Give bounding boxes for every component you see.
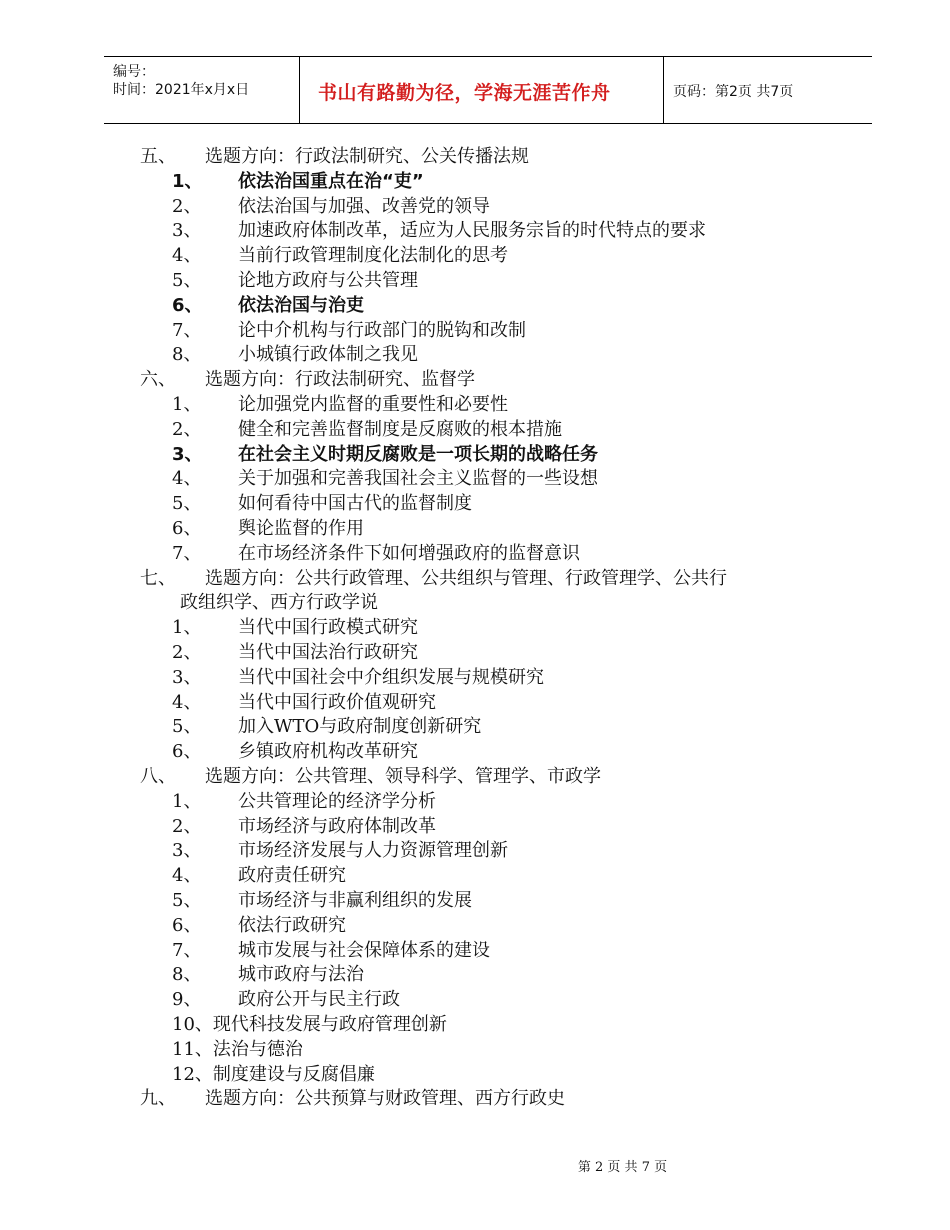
list-item-number: 7、 xyxy=(172,319,202,341)
list-item-number: 7、 xyxy=(172,939,202,961)
list-item-number: 5、 xyxy=(172,890,202,911)
list-item xyxy=(0,269,950,293)
list-item xyxy=(0,319,950,343)
list-item xyxy=(0,492,950,516)
list-item-text: 当代中国行政模式研究 xyxy=(238,617,418,639)
header-page-cell xyxy=(664,57,872,123)
list-item-text: 政府公开与民主行政 xyxy=(238,989,400,1011)
list-item-number: 6、 xyxy=(172,741,202,763)
list-item-text: 12、制度建设与反腐倡廉 xyxy=(172,1063,375,1085)
list-item-number: 2、 xyxy=(172,195,202,217)
section-title: 选题方向：公共行政管理、公共组织与管理、行政管理学、公共行 xyxy=(205,567,727,589)
list-item-text: 在市场经济条件下如何增强政府的监督意识 xyxy=(238,542,580,564)
section-title: 选题方向：公共管理、领导科学、管理学、市政学 xyxy=(205,766,601,787)
list-item-number: 3、 xyxy=(172,840,202,862)
list-item xyxy=(0,914,950,938)
header-motto: 书山有路勤为径，学海无涯苦作舟 xyxy=(318,82,611,104)
list-item xyxy=(0,790,950,814)
section-title: 选题方向：公共预算与财政管理、西方行政史 xyxy=(205,1088,565,1110)
list-item-text: 当代中国法治行政研究 xyxy=(238,642,418,663)
list-item-text: 当代中国行政价值观研究 xyxy=(238,691,436,713)
list-item-text: 乡镇政府机构改革研究 xyxy=(238,741,418,763)
list-item-text: 当代中国社会中介组织发展与规模研究 xyxy=(238,666,544,688)
list-item-number: 1、 xyxy=(172,394,202,415)
page-footer xyxy=(0,1156,950,1175)
header-number-label: 编号： xyxy=(113,64,155,80)
list-item xyxy=(0,864,950,888)
list-item-number: 8、 xyxy=(172,964,202,986)
section-number: 六、 xyxy=(140,369,176,391)
list-item-number: 5、 xyxy=(172,270,202,291)
list-item-text: 城市发展与社会保障体系的建设 xyxy=(238,939,490,961)
list-item-text: 市场经济与政府体制改革 xyxy=(238,815,436,837)
list-item-text: 依法治国与治吏 xyxy=(238,294,364,316)
list-item xyxy=(0,1013,950,1037)
section-heading xyxy=(0,567,950,591)
list-item-text: 市场经济发展与人力资源管理创新 xyxy=(238,840,508,862)
list-item-number: 5、 xyxy=(172,493,202,515)
list-item-number: 7、 xyxy=(172,542,202,564)
section-title-continued: 政组织学、西方行政学说 xyxy=(180,592,378,614)
list-item-number: 2、 xyxy=(172,815,202,837)
header-page-code: 页码：第2页 共7页 xyxy=(673,84,794,100)
list-item-text: 关于加强和完善我国社会主义监督的一些设想 xyxy=(238,468,598,490)
list-item-number: 9、 xyxy=(172,989,202,1011)
list-item-text: 政府责任研究 xyxy=(238,865,346,887)
section-title: 选题方向：行政法制研究、监督学 xyxy=(205,369,475,391)
list-item-text: 公共管理论的经济学分析 xyxy=(238,790,436,812)
list-item xyxy=(0,244,950,268)
list-item xyxy=(0,418,950,442)
list-item-number: 4、 xyxy=(172,865,202,887)
list-item-text: 依法治国与加强、改善党的领导 xyxy=(238,195,490,217)
footer-page-number: 第 2 页 共 7 页 xyxy=(577,1160,668,1175)
list-item xyxy=(0,294,950,318)
section-number: 八、 xyxy=(140,766,176,787)
list-item xyxy=(0,641,950,665)
list-item-text: 加入WTO与政府制度创新研究 xyxy=(238,716,482,738)
list-item-text: 10、现代科技发展与政府管理创新 xyxy=(172,1014,447,1035)
list-item xyxy=(0,740,950,764)
list-item-text: 依法行政研究 xyxy=(238,914,346,936)
list-item xyxy=(0,467,950,491)
list-item-number: 1、 xyxy=(172,617,202,639)
section-heading xyxy=(0,765,950,789)
section-number: 五、 xyxy=(140,146,176,167)
list-item xyxy=(0,542,950,566)
list-item-number: 3、 xyxy=(172,666,202,688)
list-item xyxy=(0,715,950,739)
list-item-number: 3、 xyxy=(172,220,202,242)
list-item-number: 5、 xyxy=(172,716,202,738)
document-header xyxy=(104,56,872,124)
header-time-label: 时间：2021年x月x日 xyxy=(113,82,250,98)
list-item xyxy=(0,219,950,243)
list-item xyxy=(0,443,950,467)
list-item-number: 1、 xyxy=(172,170,203,192)
list-item-number: 2、 xyxy=(172,418,202,440)
list-item xyxy=(0,616,950,640)
list-item-text: 小城镇行政体制之我见 xyxy=(238,344,418,366)
list-item-text: 当前行政管理制度化法制化的思考 xyxy=(238,245,508,267)
list-item-number: 4、 xyxy=(172,468,202,490)
list-item-text: 11、法治与德治 xyxy=(172,1038,303,1060)
section-number: 九、 xyxy=(140,1088,176,1110)
list-item xyxy=(0,691,950,715)
list-item-text: 城市政府与法治 xyxy=(238,964,364,986)
list-item xyxy=(0,963,950,987)
list-item-number: 4、 xyxy=(172,245,202,267)
list-item-text: 依法治国重点在治“吏” xyxy=(238,170,424,192)
list-item-text: 健全和完善监督制度是反腐败的根本措施 xyxy=(238,418,562,440)
list-item-text: 市场经济与非赢利组织的发展 xyxy=(238,890,472,911)
section-heading xyxy=(0,145,950,169)
section-number: 七、 xyxy=(140,567,176,589)
list-item-number: 1、 xyxy=(172,790,202,812)
list-item xyxy=(0,517,950,541)
list-item-text: 在社会主义时期反腐败是一项长期的战略任务 xyxy=(238,443,598,465)
section-title: 选题方向：行政法制研究、公关传播法规 xyxy=(205,146,529,167)
list-item-text: 舆论监督的作用 xyxy=(238,518,364,539)
section-heading xyxy=(0,1087,950,1111)
list-item xyxy=(0,1063,950,1087)
list-item-number: 4、 xyxy=(172,691,202,713)
section-heading-continued xyxy=(0,591,950,615)
list-item-text: 论加强党内监督的重要性和必要性 xyxy=(238,394,508,415)
list-item-text: 论地方政府与公共管理 xyxy=(238,270,418,291)
list-item xyxy=(0,1038,950,1062)
list-item xyxy=(0,343,950,367)
list-item xyxy=(0,195,950,219)
list-item-text: 如何看待中国古代的监督制度 xyxy=(238,493,472,515)
list-item-number: 8、 xyxy=(172,344,202,366)
header-meta-cell xyxy=(104,57,300,123)
list-item-number: 6、 xyxy=(172,294,203,316)
header-motto-cell xyxy=(300,57,664,123)
list-item xyxy=(0,939,950,963)
list-item-number: 6、 xyxy=(172,518,202,539)
list-item xyxy=(0,393,950,417)
section-heading xyxy=(0,368,950,392)
list-item xyxy=(0,839,950,863)
list-item-text: 论中介机构与行政部门的脱钩和改制 xyxy=(238,319,526,341)
list-item xyxy=(0,988,950,1012)
list-item xyxy=(0,170,950,194)
list-item-number: 6、 xyxy=(172,914,202,936)
list-item xyxy=(0,889,950,913)
list-item-text: 加速政府体制改革，适应为人民服务宗旨的时代特点的要求 xyxy=(238,220,706,242)
list-item xyxy=(0,666,950,690)
list-item-number: 3、 xyxy=(172,443,203,465)
list-item xyxy=(0,815,950,839)
list-item-number: 2、 xyxy=(172,642,202,663)
